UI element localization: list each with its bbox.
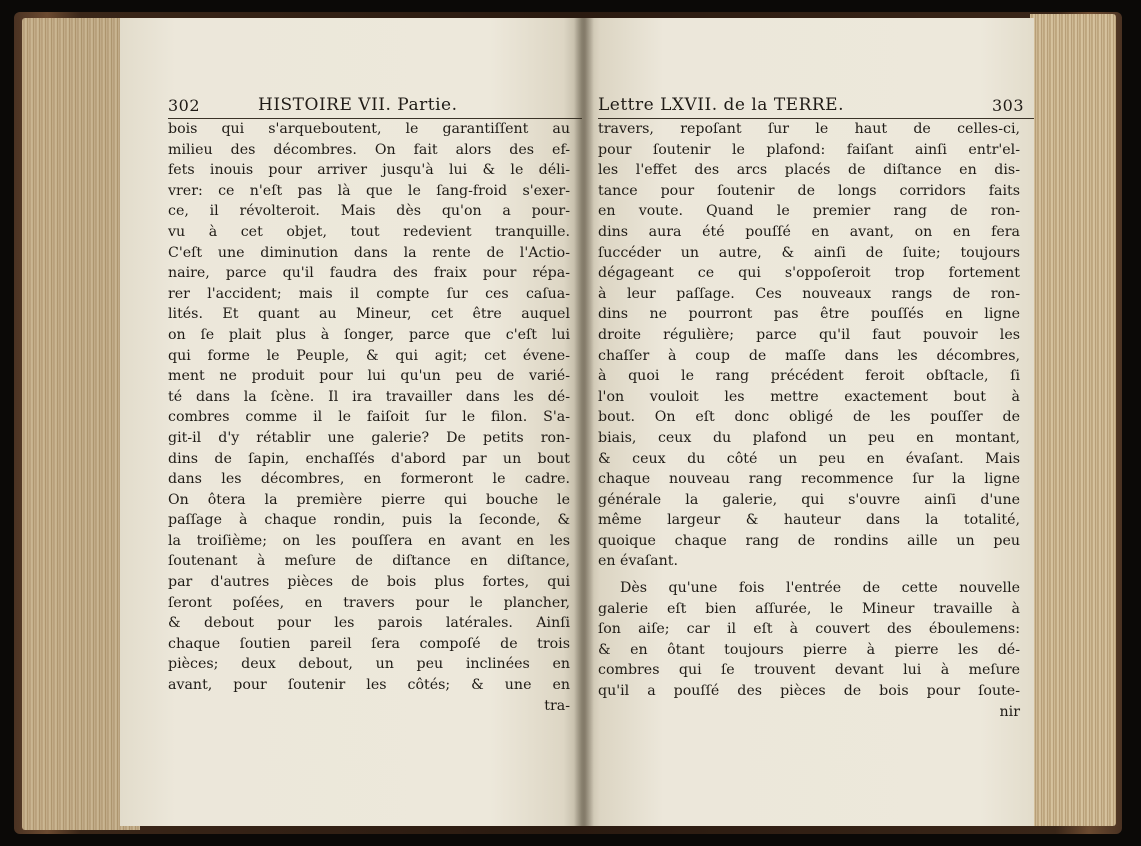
left-page-number: 302 [168, 96, 201, 115]
text-line: ſon aiſe; car il eſt à couvert des éboulemens: [598, 621, 1020, 638]
text-line: qu'il a pouſſé des pièces de bois pour ſoute- [598, 683, 1020, 700]
text-line: & ceux du côté un peu en évaſant. Mais [598, 450, 1020, 467]
text-line: qui forme le Peuple, & qui agit; cet évene- [168, 347, 570, 364]
right-page-text [598, 119, 1020, 722]
text-line: chaſſer à coup de maſſe dans les décombres, [598, 347, 1020, 364]
text-line: dins aura été pouſſé en avant, on en fera [598, 223, 1020, 240]
text-line: vu à cet objet, tout redevient tranquille. [168, 223, 570, 240]
text-line: en évaſant. [598, 553, 678, 570]
text-line: C'eſt une diminution dans la rente de l'Actio- [168, 244, 570, 261]
text-line: en voute. Quand le premier rang de ron- [598, 203, 1020, 220]
text-line: les l'effet des arcs placés de diſtance en dis- [598, 162, 1020, 179]
text-line: pièces; deux debout, un peu inclinées en [168, 656, 570, 673]
right-page-edges [1030, 14, 1116, 826]
text-line: rer l'accident; mais il compte ſur ces caſua- [168, 285, 570, 302]
text-line: fets inouis pour arriver jusqu'à lui & le déli- [168, 162, 570, 179]
right-page-header [598, 90, 1034, 119]
text-line: travers, repoſant ſur le haut de celles-ci, [598, 121, 1020, 137]
left-running-title: HISTOIRE VII. Partie. [258, 95, 458, 115]
text-line: ment ne produit pour lui qu'un peu de varié- [168, 368, 570, 385]
text-line: même largeur & hauteur dans la totalité, [598, 512, 1020, 529]
text-line: par d'autres pièces de bois plus fortes, qui [168, 574, 570, 591]
text-line: combres comme il le faiſoit ſur le filon. S'a- [168, 409, 570, 426]
text-line: combres qui ſe trouvent devant lui à meſure [598, 662, 1020, 679]
text-line: dans les décombres, en formeront le cadre. [168, 471, 570, 488]
text-line: dins de ſapin, enchaſſés d'abord par un bout [168, 450, 570, 467]
text-line: ſoutenant à meſure de diſtance en diſtance, [168, 553, 570, 570]
text-line: pour ſoutenir le plafond: faiſant ainſi entr'el- [598, 141, 1020, 158]
catchword: nir [999, 703, 1020, 720]
text-line: naire, parce qu'il faudra des fraix pour répa- [168, 265, 570, 282]
text-line: lités. Et quant au Mineur, cet être auquel [168, 306, 570, 323]
text-line: galerie eſt bien aſſurée, le Mineur travaille à [598, 600, 1020, 617]
text-line: git-il d'y rétablir une galerie? De petits ron- [168, 429, 570, 446]
left-page-text [168, 119, 570, 716]
text-line: On ôtera la première pierre qui bouche le [168, 491, 570, 508]
right-page-number: 303 [991, 96, 1024, 115]
text-line: on ſe plait plus à ſonger, parce que c'eſt lui [168, 326, 570, 343]
text-line: Dès qu'une fois l'entrée de cette nouvelle [620, 580, 1020, 597]
text-line: à quoi le rang précédent feroit obſtacle, ſi [598, 368, 1020, 385]
text-line: à leur paſſage. Ces nouveaux rangs de ron- [598, 285, 1020, 302]
text-line: la troiſième; on les pouſſera en avant en les [168, 532, 570, 549]
text-line: vrer: ce n'eſt pas là que le ſang-froid s'exer- [168, 182, 570, 199]
left-page-header [168, 90, 582, 119]
text-line: té dans la ſcène. Il ira travailler dans les dé- [168, 388, 570, 405]
text-line: chaque ſoutien pareil ſera compoſé de trois [168, 635, 570, 652]
text-line: droite régulière; parce qu'il faut pouvoir les [598, 326, 1020, 343]
text-line: quoique chaque rang de rondins aille un peu [598, 532, 1020, 549]
text-line: ce, il révolteroit. Mais dès qu'on a pour- [168, 203, 570, 220]
text-line: bout. On eſt donc obligé de les pouſſer de [598, 409, 1020, 426]
text-line: ſeront poſées, en travers pour le plancher, [168, 594, 570, 611]
text-line: milieu des décombres. On fait alors des ef- [168, 141, 570, 158]
catchword: tra- [544, 697, 570, 714]
text-line: l'on vouloit les mettre exactement bout à [598, 388, 1020, 405]
text-line: bois qui s'arqueboutent, le garantiſſent au [168, 121, 570, 137]
text-line: & debout pour les parois latérales. Ainſi [168, 615, 570, 632]
text-line: avant, pour ſoutenir les côtés; & une en [168, 677, 570, 694]
text-line: biais, ceux du plafond un peu en montant, [598, 429, 1020, 446]
book-gutter [574, 18, 594, 826]
text-line: paſſage à chaque rondin, puis la ſeconde, & [168, 512, 570, 529]
text-line: dins ne pourront pas être pouſſés en ligne [598, 306, 1020, 323]
text-line: chaque nouveau rang recommence ſur la ligne [598, 471, 1020, 488]
left-page [120, 18, 582, 826]
right-page [582, 18, 1034, 826]
text-line: générale la galerie, qui s'ouvre ainſi d'une [598, 491, 1020, 508]
text-line: ſuccéder un autre, & ainſi de ſuite; toujours [598, 244, 1020, 261]
right-running-title: Lettre LXVII. de la TERRE. [598, 95, 844, 115]
text-line: dégageant ce qui s'oppoſeroit trop fortement [598, 265, 1020, 282]
text-line: tance pour ſoutenir de longs corridors faits [598, 182, 1020, 199]
text-line: & en ôtant toujours pierre à pierre les dé- [598, 641, 1020, 658]
